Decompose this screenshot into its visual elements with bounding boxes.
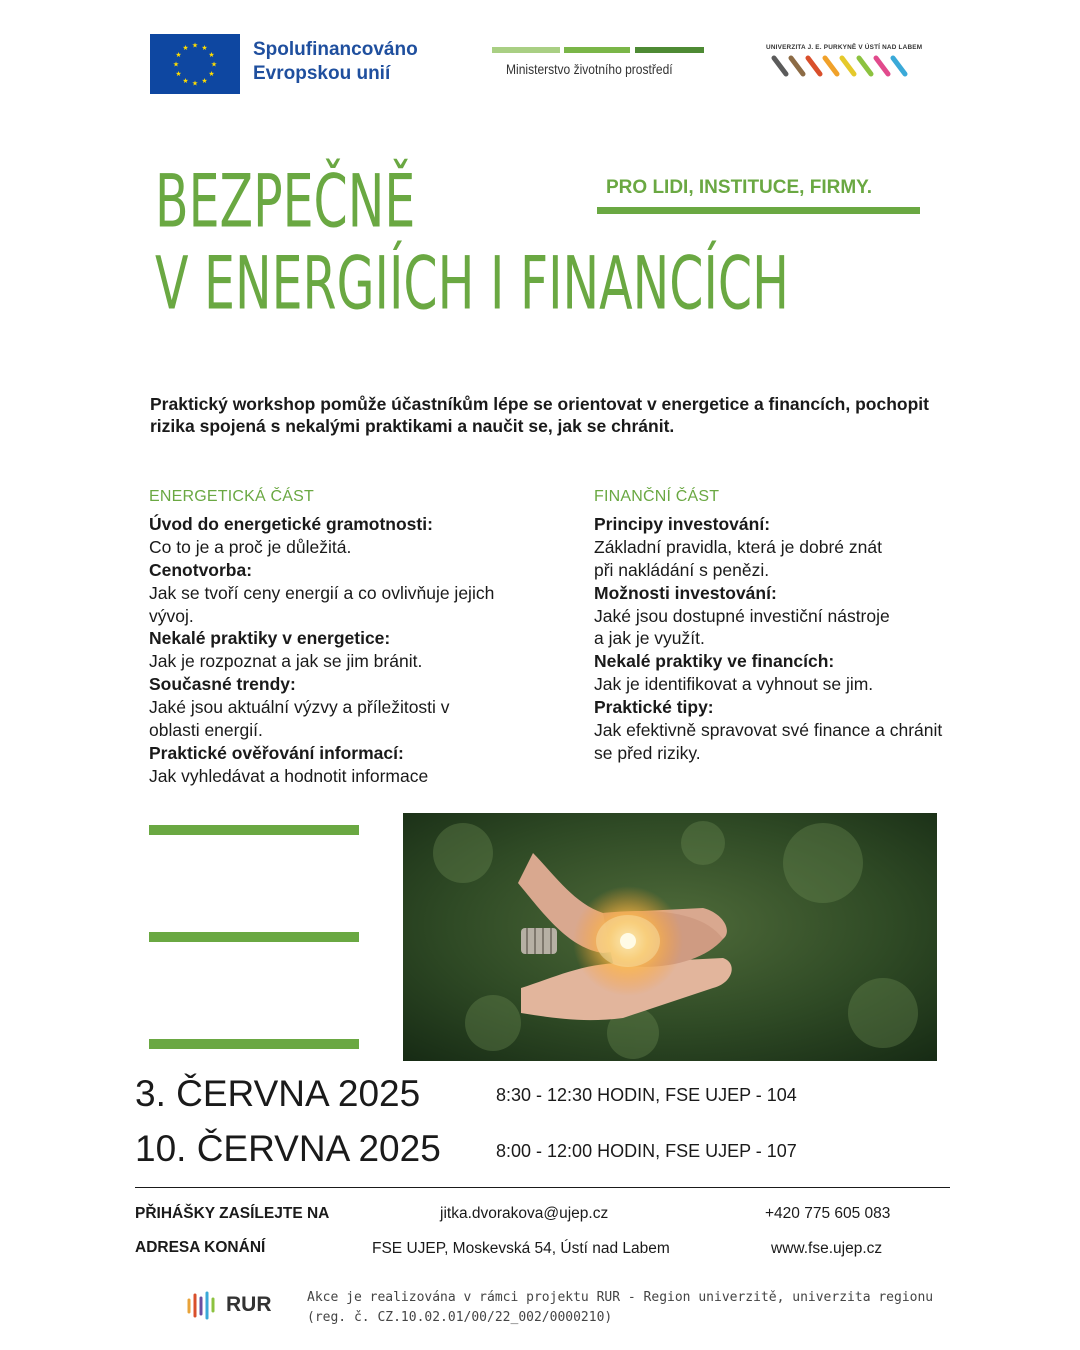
rur-logo-icon (186, 1290, 226, 1320)
eu-star-icon: ★ (175, 52, 182, 59)
energy-heading: ENERGETICKÁ ČÁST (149, 488, 315, 505)
eu-star-icon: ★ (208, 71, 215, 78)
finance-item-title: Principy investování: (594, 513, 771, 534)
registration-label: PŘIHÁŠKY ZASÍLEJTE NA (135, 1205, 330, 1222)
energy-section (149, 486, 539, 788)
eu-star-icon: ★ (175, 71, 182, 78)
event-time-place: 8:30 - 12:30 HODIN, FSE UJEP - 104 (496, 1085, 797, 1105)
decorative-bar (149, 932, 359, 942)
ministry-name: Ministerstvo životního prostředí (506, 61, 673, 77)
energy-item-desc: Jak je rozpoznat a jak se jim bránit. (149, 651, 423, 672)
lightbulb-icon (403, 813, 937, 1061)
eu-star-icon: ★ (201, 45, 208, 53)
energy-item-title: Cenotvorba: (149, 559, 253, 580)
finance-item-desc: Jak je identifikovat a vyhnout se jim. (594, 674, 874, 695)
eu-cofinanced-text (253, 38, 453, 86)
energy-item-title: Úvod do energetické gramotnosti: (149, 513, 433, 534)
finance-item-title: Praktické tipy: (594, 697, 714, 718)
contact-email[interactable]: jitka.dvorakova@ujep.cz (440, 1205, 609, 1222)
finance-item-desc: Základní pravidla, která je dobré znát při nakládání s penězi. (594, 536, 882, 580)
event-date: 10. ČERVNA 2025 (135, 1128, 441, 1169)
eu-stars-icon (150, 34, 240, 94)
finance-item-title: Nekalé praktiky ve financích: (594, 651, 835, 672)
energy-item-desc: Jak vyhledávat a hodnotit informace (149, 765, 429, 786)
tagline-underline (597, 207, 920, 214)
eu-star-icon: ★ (191, 80, 199, 88)
footnote-line-1: Akce je realizována v rámci projektu RUR - Region univerzitě, univerzita regionu (307, 1290, 934, 1305)
eu-star-icon: ★ (210, 61, 218, 69)
website-link[interactable]: www.fse.ujep.cz (771, 1240, 883, 1257)
eu-star-icon: ★ (201, 77, 208, 85)
eu-text-line-1: Spolufinancováno (253, 39, 418, 60)
decorative-bar (149, 1039, 359, 1049)
energy-item-desc: Jak se tvoří ceny energií a co ovlivňuje jejich vývoj. (149, 582, 495, 626)
project-footnote (307, 1288, 947, 1328)
rur-logo-text: RUR (226, 1293, 272, 1316)
finance-section (594, 486, 944, 765)
footnote-line-2: (reg. č. CZ.10.02.01/00/22_002/0000210) (307, 1310, 613, 1325)
eu-text-line-2: Evropskou unií (253, 63, 391, 84)
energy-item-desc: Jaké jsou aktuální výzvy a příležitosti v oblasti energií. (149, 697, 450, 741)
eu-star-icon: ★ (182, 77, 189, 85)
eu-flag-logo (150, 34, 240, 94)
finance-heading: FINANČNÍ ČÁST (594, 488, 720, 505)
university-logo-stripes (770, 54, 920, 80)
intro-paragraph: Praktický workshop pomůže účastníkům lépe se orientovat v energetice a financích, pochopit rizika spojená s nekalými praktikami a naučit se, jak se chránit. (150, 394, 929, 436)
tagline: PRO LIDI, INSTITUCE, FIRMY. (606, 177, 873, 198)
energy-item-title: Praktické ověřování informací: (149, 742, 404, 763)
divider (135, 1187, 950, 1188)
hands-lightbulb-photo (403, 813, 937, 1061)
finance-item-desc: Jaké jsou dostupné investiční nástroje a jak je využít. (594, 605, 890, 649)
title-line-1: BEZPEČNĚ (155, 159, 416, 245)
ministry-logo-bars (492, 47, 704, 53)
contact-phone[interactable]: +420 775 605 083 (765, 1205, 891, 1222)
energy-item-title: Nekalé praktiky v energetice: (149, 628, 391, 649)
eu-star-icon: ★ (191, 42, 199, 50)
address-label: ADRESA KONÁNÍ (135, 1239, 266, 1256)
energy-item-desc: Co to je a proč je důležitá. (149, 536, 352, 557)
university-name: UNIVERZITA J. E. PURKYNĚ V ÚSTÍ NAD LABEM (766, 44, 923, 51)
energy-item-title: Současné trendy: (149, 674, 296, 695)
eu-star-icon: ★ (208, 52, 215, 59)
title-line-2: V ENERGIÍCH I FINANCÍCH (155, 241, 789, 327)
decorative-bar (149, 825, 359, 835)
event-time-place: 8:00 - 12:00 HODIN, FSE UJEP - 107 (496, 1141, 797, 1161)
finance-item-desc: Jak efektivně spravovat své finance a chránit se před riziky. (594, 720, 943, 763)
venue-address: FSE UJEP, Moskevská 54, Ústí nad Labem (372, 1240, 670, 1257)
eu-star-icon: ★ (182, 45, 189, 53)
finance-item-title: Možnosti investování: (594, 582, 777, 603)
event-date: 3. ČERVNA 2025 (135, 1073, 421, 1114)
eu-star-icon: ★ (172, 61, 180, 69)
